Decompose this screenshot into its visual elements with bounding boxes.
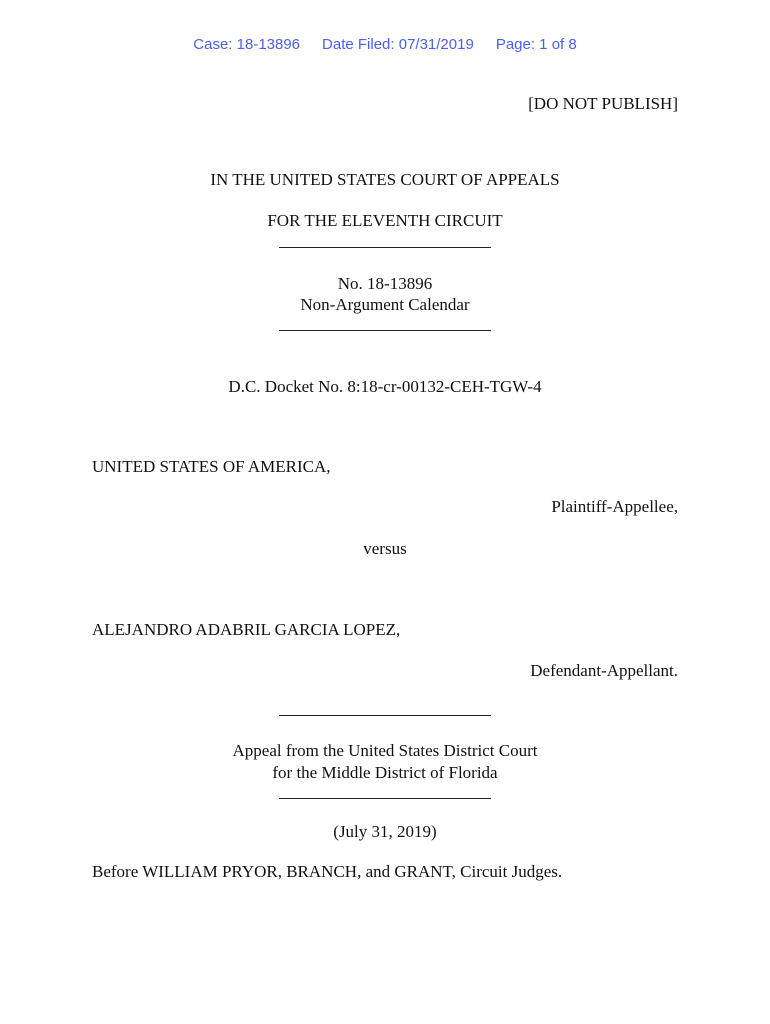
filing-header: [0, 36, 770, 53]
divider-rule: [279, 715, 491, 716]
court-name-line2: FOR THE ELEVENTH CIRCUIT: [267, 211, 503, 230]
case-number-stamp: Case: 18-13896: [193, 36, 301, 53]
defendant-role: Defendant-Appellant.: [530, 661, 678, 680]
panel-judges: Before WILLIAM PRYOR, BRANCH, and GRANT, Circuit Judges.: [92, 862, 563, 881]
defendant-name: ALEJANDRO ADABRIL GARCIA LOPEZ,: [92, 620, 401, 639]
case-number: No. 18-13896: [337, 274, 433, 293]
appeal-line1: Appeal from the United States District Court: [232, 741, 538, 760]
plaintiff-name: UNITED STATES OF AMERICA,: [92, 457, 331, 476]
divider-rule: [279, 798, 491, 799]
appeal-line2: for the Middle District of Florida: [272, 763, 498, 782]
date-filed-stamp: Date Filed: 07/31/2019: [322, 36, 474, 53]
calendar-type: Non-Argument Calendar: [300, 295, 470, 314]
plaintiff-role: Plaintiff-Appellee,: [551, 497, 678, 516]
publish-notice: [DO NOT PUBLISH]: [528, 94, 678, 113]
docket-number: D.C. Docket No. 8:18-cr-00132-CEH-TGW-4: [228, 377, 542, 396]
court-name-line1: IN THE UNITED STATES COURT OF APPEALS: [210, 170, 560, 189]
divider-rule: [279, 330, 491, 331]
versus-text: versus: [363, 539, 407, 558]
page-count-stamp: Page: 1 of 8: [495, 36, 577, 53]
divider-rule: [279, 247, 491, 248]
decision-date: (July 31, 2019): [333, 822, 437, 841]
